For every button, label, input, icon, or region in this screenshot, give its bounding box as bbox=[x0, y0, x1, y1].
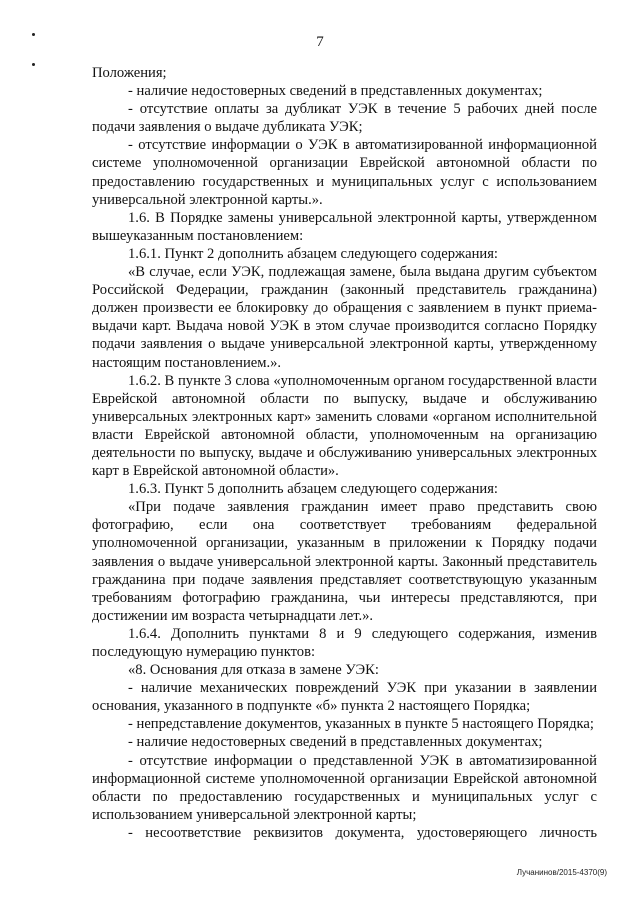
paragraph: «В случае, если УЭК, подлежащая замене, была выдана другим субъектом Российской Федерации, гражданин (законный представитель гражданина) должен произвести ее блокировку до обращения с заявлением в пункт приема-выдачи карт. Выдача новой УЭК в этом случае производится согласно Порядку подачи заявления о выдаче универсальной электронной карты, утвержденному настоящим постановлением.». bbox=[92, 264, 597, 371]
paragraph: «При подаче заявления гражданин имеет право представить свою фотографию, если она соответствует требованиям федеральной уполномоченной организации, указанным в приложении к Порядку подачи заявления о выдаче универсальной электронной карты. Законный представитель гражданина при подаче заявления представляет соответствующую указанным требованиям фотографию гражданина, чьи интересы представляются, при достижении им возраста четырнадцати лет.». bbox=[92, 499, 597, 624]
paragraph: - непредставление документов, указанных в пункте 5 настоящего Порядка; bbox=[128, 716, 594, 733]
paragraph: - несоответствие реквизитов документа, удостоверяющего личность bbox=[128, 824, 597, 841]
paragraph: Положения; bbox=[92, 65, 167, 81]
scan-mark-bottom bbox=[32, 63, 35, 66]
paragraph: - наличие недостоверных сведений в представленных документах; bbox=[128, 734, 543, 751]
paragraph: 1.6.3. Пункт 5 дополнить абзацем следующего содержания: bbox=[128, 481, 498, 498]
document-code: Лучанинов/2015-4370(9) bbox=[516, 868, 607, 877]
document-body bbox=[92, 64, 597, 842]
paragraph: - наличие недостоверных сведений в представленных документах; bbox=[128, 83, 543, 100]
paragraph: «8. Основания для отказа в замене УЭК: bbox=[128, 662, 379, 679]
paragraph: - отсутствие оплаты за дубликат УЭК в течение 5 рабочих дней после подачи заявления о выдаче дубликата УЭК; bbox=[92, 101, 597, 136]
paragraph: 1.6.1. Пункт 2 дополнить абзацем следующего содержания: bbox=[128, 245, 498, 262]
paragraph: 1.6.4. Дополнить пунктами 8 и 9 следующего содержания, изменив последующую нумерацию пунктов: bbox=[92, 625, 597, 660]
paragraph: - отсутствие информации о представленной УЭК в автоматизированной информационной системе уполномоченной организации Еврейской автономной области по предоставлению государственных и муниципальных услуг с использованием универсальной электронной карты; bbox=[92, 752, 597, 823]
paragraph: 1.6. В Порядке замены универсальной электронной карты, утвержденном вышеуказанным постановлением: bbox=[92, 209, 597, 244]
paragraph: - наличие механических повреждений УЭК при указании в заявлении основания, указанного в подпункте «б» пункта 2 настоящего Порядка; bbox=[92, 680, 597, 715]
paragraph: - отсутствие информации о УЭК в автоматизированной информационной системе уполномоченной организации Еврейской автономной области по предоставлению государственных и муниципальных услуг с использованием универсальной электронной карты.». bbox=[92, 137, 597, 208]
page-number: 7 bbox=[316, 34, 324, 50]
paragraph: 1.6.2. В пункте 3 слова «уполномоченным органом государственной власти Еврейской автономной области по выпуску, выдаче и обслуживанию универсальных электронных карт» заменить словами «органом исполнительной власти Еврейской автономной области, уполномоченным на организацию деятельности по выпуску, выдаче и обслуживанию универсальных электронных карт в Еврейской автономной области». bbox=[92, 372, 597, 480]
